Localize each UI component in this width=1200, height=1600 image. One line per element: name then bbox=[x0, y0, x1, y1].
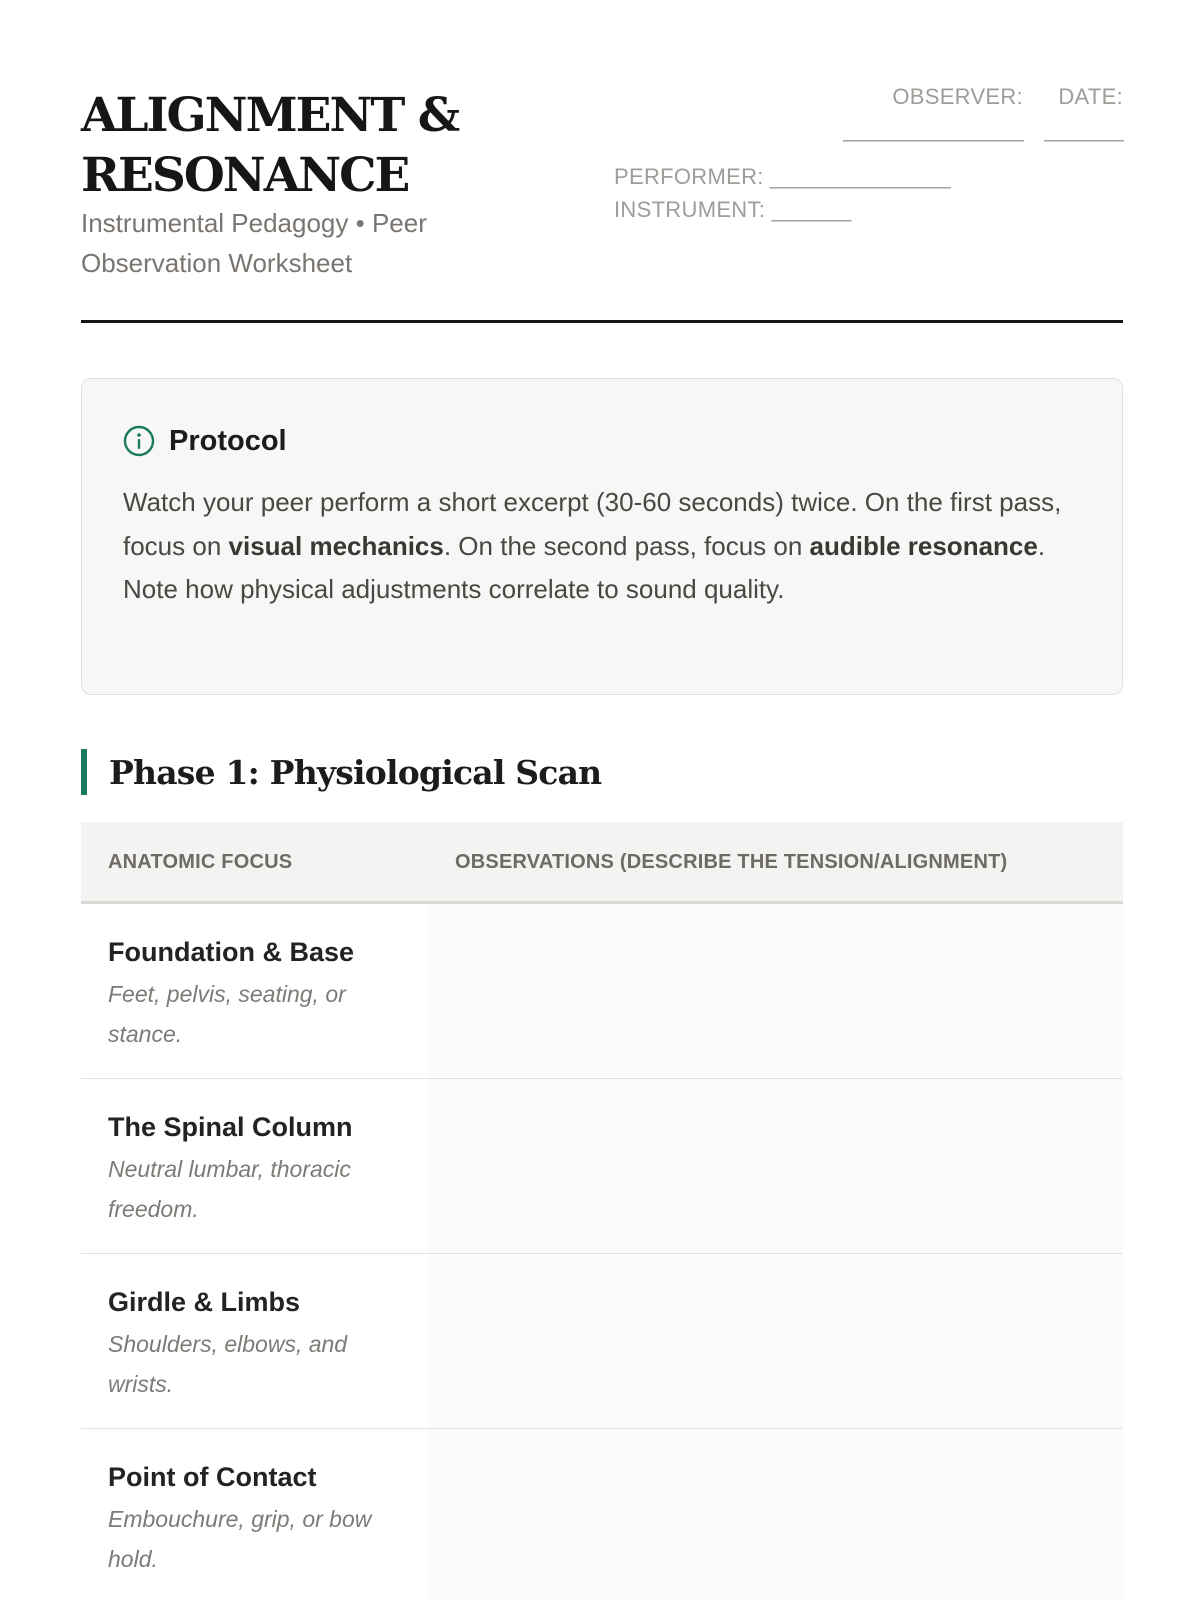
section-title: Phase 1: Physiological Scan bbox=[109, 752, 602, 792]
column-header-focus: ANATOMIC FOCUS bbox=[108, 850, 293, 873]
protocol-emphasis-visual: visual mechanics bbox=[228, 530, 444, 561]
instrument-row bbox=[614, 197, 850, 223]
section-accent-bar bbox=[81, 749, 87, 795]
protocol-text-part: . Note how physical adjustments correlate to sound quality. bbox=[123, 530, 1046, 604]
table-row bbox=[81, 1429, 1123, 1600]
observation-table bbox=[81, 822, 1123, 1600]
focus-title: Girdle & Limbs bbox=[108, 1287, 301, 1317]
observation-cell[interactable] bbox=[428, 1079, 1123, 1253]
focus-description: Embouchure, grip, or bow hold. bbox=[108, 1506, 372, 1572]
performer-field[interactable]: ________________ bbox=[770, 164, 950, 189]
observer-label: OBSERVER: bbox=[892, 84, 1023, 109]
date-label: DATE: bbox=[1058, 84, 1123, 109]
document-title bbox=[81, 86, 561, 206]
focus-cell bbox=[108, 1284, 418, 1404]
focus-description: Feet, pelvis, seating, or stance. bbox=[108, 981, 346, 1047]
instrument-field[interactable]: _______ bbox=[771, 197, 851, 222]
protocol-callout bbox=[81, 378, 1123, 695]
worksheet-header bbox=[81, 0, 1123, 325]
protocol-heading bbox=[123, 421, 287, 461]
focus-title: Foundation & Base bbox=[108, 937, 355, 967]
performer-label: PERFORMER: bbox=[614, 164, 764, 189]
observation-cell[interactable] bbox=[428, 1254, 1123, 1428]
document-subtitle: Instrumental Pedagogy • Peer Observation Worksheet bbox=[81, 208, 427, 278]
focus-cell bbox=[108, 934, 418, 1054]
table-row bbox=[81, 904, 1123, 1079]
protocol-title: Protocol bbox=[169, 424, 287, 457]
table-header bbox=[81, 822, 1123, 904]
protocol-text-part: . On the second pass, focus on bbox=[443, 530, 810, 561]
focus-description: Neutral lumbar, thoracic freedom. bbox=[108, 1156, 351, 1222]
performer-row bbox=[614, 164, 950, 190]
table-row bbox=[81, 1079, 1123, 1254]
worksheet-page bbox=[81, 0, 1123, 1600]
instrument-label: INSTRUMENT: bbox=[614, 197, 766, 222]
protocol-instructions bbox=[123, 481, 1073, 612]
date-field[interactable]: _______ bbox=[1044, 117, 1123, 142]
observation-cell[interactable] bbox=[428, 1429, 1123, 1600]
focus-cell bbox=[108, 1459, 418, 1579]
title-line-1: ALIGNMENT & bbox=[81, 88, 459, 143]
header-divider bbox=[81, 320, 1123, 323]
info-circle-icon bbox=[123, 425, 155, 457]
title-line-2: RESONANCE bbox=[81, 148, 409, 203]
protocol-emphasis-audible: audible resonance bbox=[809, 530, 1038, 561]
column-header-observations: OBSERVATIONS (DESCRIBE THE TENSION/ALIGNMENT) bbox=[455, 850, 1008, 873]
focus-title: Point of Contact bbox=[108, 1462, 317, 1492]
focus-description: Shoulders, elbows, and wrists. bbox=[108, 1331, 348, 1397]
protocol-text-part: Watch your peer perform a short excerpt (30-60 seconds) twice. On the first pass, focus on bbox=[123, 487, 1062, 561]
observation-cell[interactable] bbox=[428, 904, 1123, 1078]
section-heading bbox=[81, 748, 601, 796]
focus-cell bbox=[108, 1109, 418, 1229]
focus-title: The Spinal Column bbox=[108, 1112, 353, 1142]
observer-field[interactable]: ________________ bbox=[843, 117, 1023, 142]
table-row bbox=[81, 1254, 1123, 1429]
